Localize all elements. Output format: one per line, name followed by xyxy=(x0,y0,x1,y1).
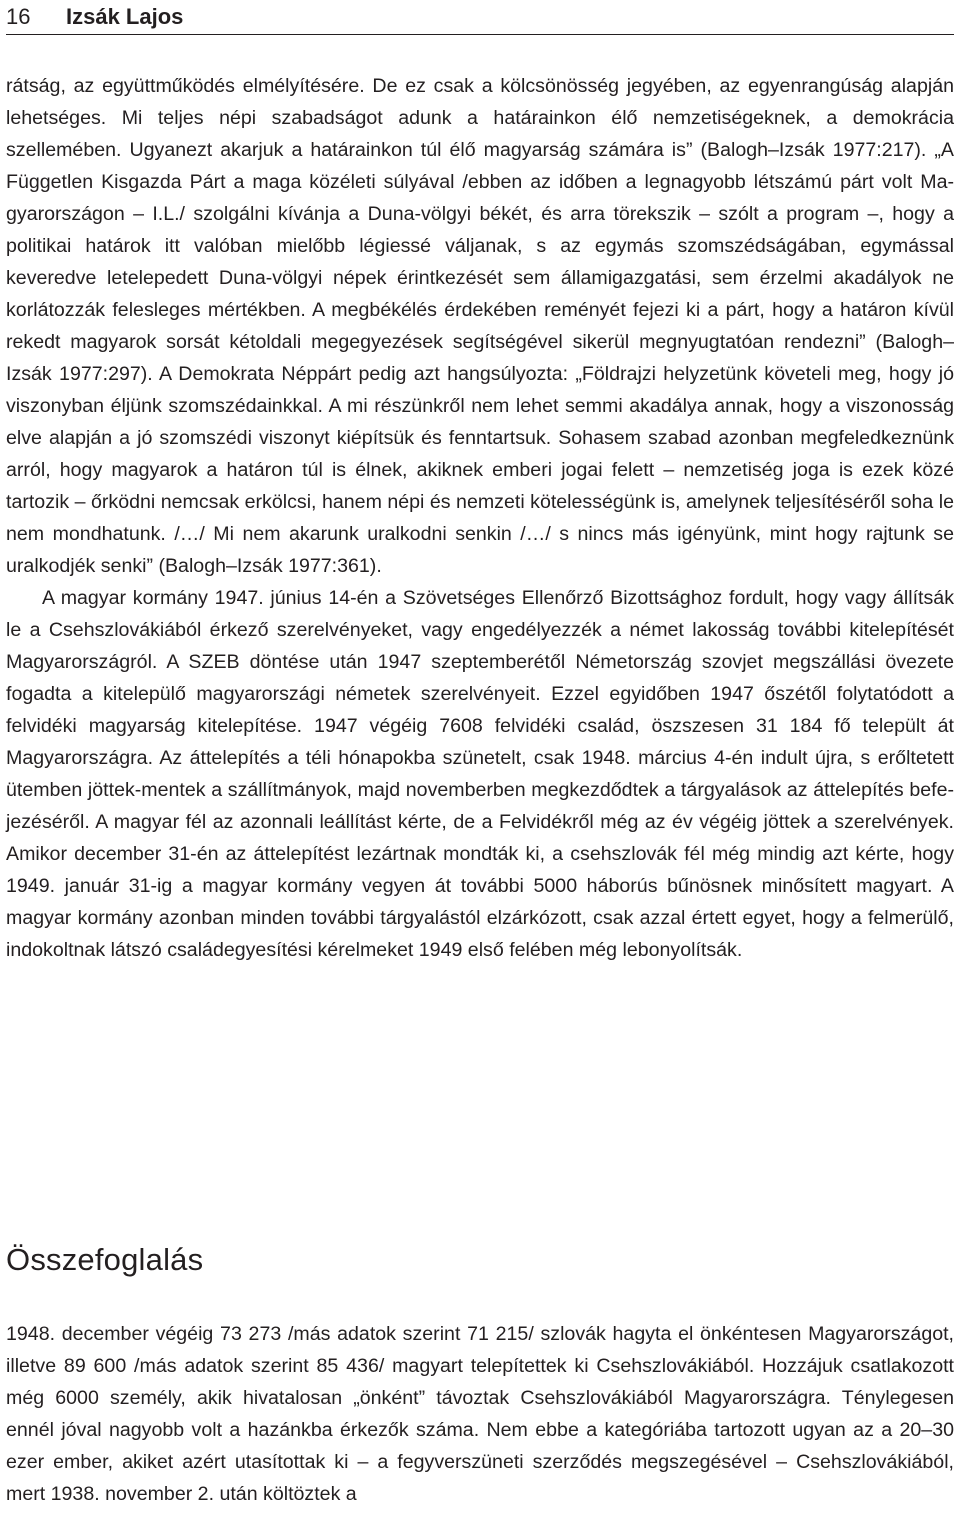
paragraph: rátság, az együttműködés elmélyítésére. De ez csak a kölcsönösség jegyében, az egyenrangúság alapján lehetséges. Mi teljes népi szabadságot adunk a határainkon élő nemzetiségeknek, a demokrácia szellemében. Ugyanezt akarjuk a határainkon túl élő magyarság számára is” (Balogh–Izsák 1977:217). „A Független Kisgazda Párt a maga közéleti súlyával /ebben az időben a legnagyobb létszámú párt volt Magyarországon – I.L./ szolgálni kívánja a Duna-völgyi békét, és arra törekszik – szólt a program –, hogy a politikai határok itt valóban mielőbb légiessé váljanak, s az egymás szomszédságában, egymással keveredve letelepedett Duna-völgyi népek érintkezését sem államigazgatási, sem érzelmi akadályok ne korlátozzák felesleges mértékben. A megbékélés érdekében reményét fejezi ki a párt, hogy a határon kívül rekedt magyarok sorsát kétoldali megegyezések segítségével sikerül megnyugtatóan rendezni” (Balogh–Izsák 1977:297). A Demokrata Néppárt pedig azt hangsúlyozta: „Földrajzi helyzetünk követeli meg, hogy jó viszonyban éljünk szomszédainkkal. A mi részünkről nem lehet semmi akadálya annak, hogy a viszonosság elve alapján a jó szomszédi viszonyt kiépítsük és fenntartsuk. Sohasem szabad azonban megfeledkeznünk arról, hogy magyarok a határon túl is élnek, akiknek emberi jogai felett – nemzetiség joga is ezek közé tartozik – őrködni nemcsak erkölcsi, hanem népi és nemzeti kötelességünk is, amelynek teljesítéséről soha le nem mondhatunk. /…/ Mi nem akarunk uralkodni senkin /…/ s nincs más igényünk, mint hogy rajtunk se uralkodjék senki” (Balogh–Izsák 1977:361). xyxy=(6,75,954,577)
page-number: 16 xyxy=(6,4,31,29)
running-head: Izsák Lajos xyxy=(66,4,184,29)
section-heading: Összefoglalás xyxy=(6,1242,204,1277)
paragraph: A magyar kormány 1947. június 14-én a Szövetséges Ellenőrző Bizottsághoz fordult, hogy vagy állítsák le a Csehszlovákiából érkező szerelvényeket, vagy engedélyezzék a német lakosság további kitelepítését Magyarországról. A SZEB döntése után 1947 szeptemberétől Németország szovjet megszállási övezete fogadta a kitelepülő magyarországi németek szerelvényeit. Ezzel egyidőben 1947 őszétől folytatódott a felvidéki magyarság kitelepítése. 1947 végéig 7608 felvidéki család, öszszesen 31 184 fő települt át Magyarországra. Az áttelepítés a téli hónapokba szünetelt, csak 1948. március 4-én indult újra, s erőltetett ütemben jöttek-mentek a szállítmányok, majd novemberben megkezdődtek a tárgyalások az áttelepítés befejezéséről. A magyar fél az azonnali leállítást kérte, de a Felvidékről még az év végéig jöttek a szerelvények. Amikor december 31-én az áttelepítést lezártnak mondták ki, a csehszlovák fél még mindig azt kérte, hogy 1949. január 31-ig a magyar kormány vegyen át további 5000 háborús bűnösnek minősített magyart. A magyar kormány azonban minden további tárgyalástól elzárkózott, csak azzal értett egyet, hogy a felmerülő, indokoltnak látszó családegyesítési kérelmeket 1949 első felében még lebonyolítsák. xyxy=(6,587,954,961)
body-text xyxy=(6,70,954,966)
page-header xyxy=(6,0,954,35)
summary-paragraph: 1948. december végéig 73 273 /más adatok szerint 71 215/ szlovák hagyta el önkéntesen Magyarországot, illetve 89 600 /más adatok szerint 85 436/ magyart telepítettek ki Csehszlovákiából. Hozzájuk csatlakozott még 6000 személy, akik hivatalosan „önként” távoztak Csehszlovákiából Magyarországra. Ténylegesen ennél jóval nagyobb volt a hazánkba érkezők száma. Nem ebbe a kategóriába tartozott ugyan az a 20–30 ezer ember, akiket azért utasítottak ki – a fegyverszüneti szerződés megszegésével – Csehszlovákiából, mert 1938. november 2. után költöztek a xyxy=(6,1323,954,1505)
